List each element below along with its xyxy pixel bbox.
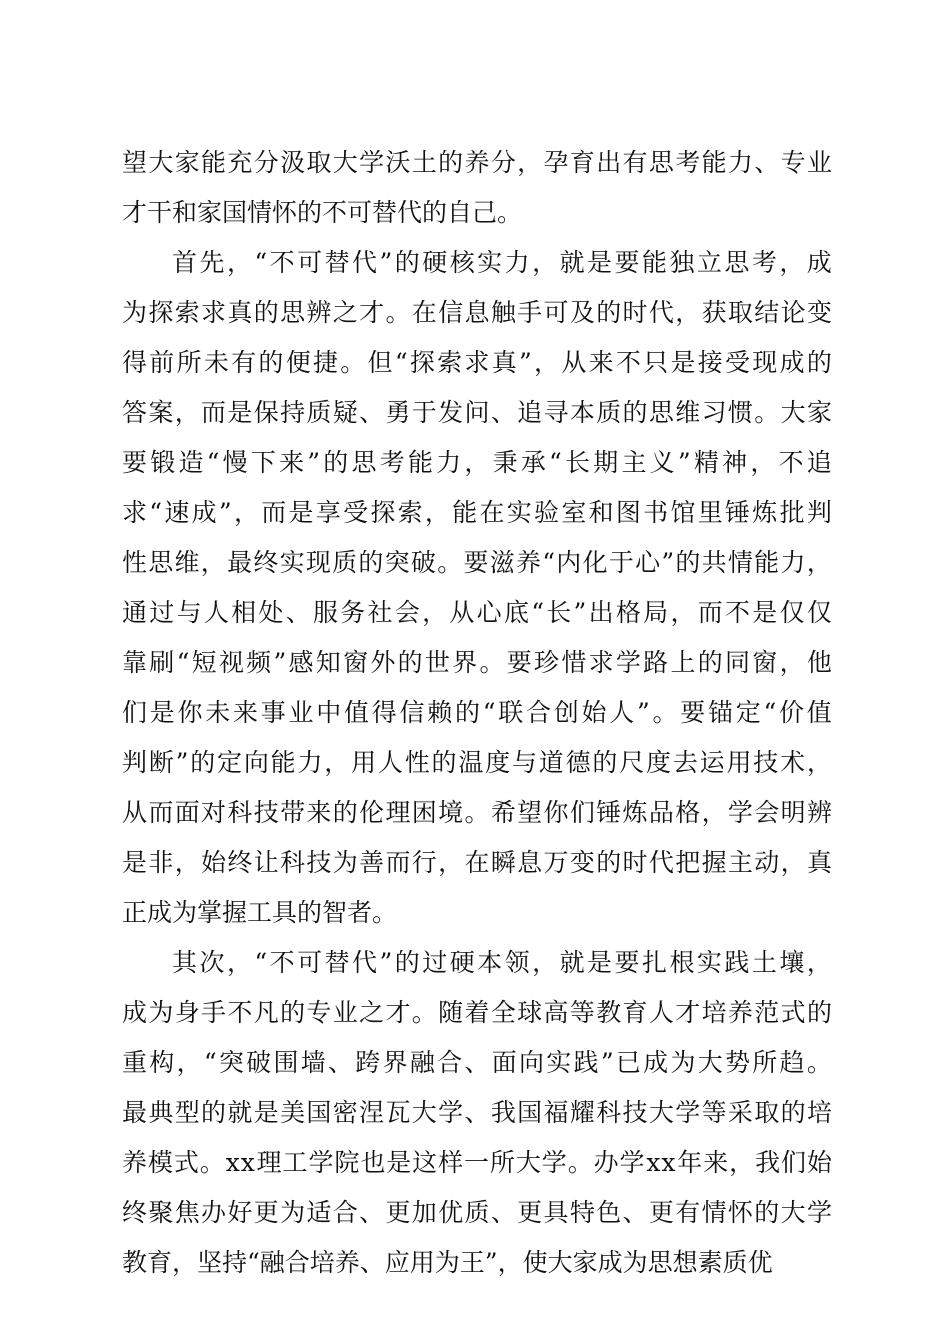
text-line-content: 性 思 维 ， 最 终 实 现 质 的 突 破 。 要 滋 养 “ 内 化 于 心 ” 的 共 情 能 力 ，	[122, 548, 832, 577]
text-line-content: 重 构 ， “ 突 破 围 墙 、 跨 界 融 合 、 面 向 实 践 ” 已 成 为 大 势 所 趋 。	[122, 1048, 832, 1077]
text-line	[122, 938, 832, 988]
text-line	[122, 488, 832, 538]
text-line-content: 从 而 面 对 科 技 带 来 的 伦 理 困 境 。 希 望 你 们 锤 炼 品 格 ， 学 会 明 辨	[122, 798, 832, 827]
text-line	[122, 288, 832, 338]
document-page	[122, 138, 832, 1288]
text-line	[122, 638, 832, 688]
text-line-content: 教育，坚持“融合培养、应用为王”，使大家成为思想素质优	[122, 1248, 773, 1277]
text-line	[122, 438, 832, 488]
text-line-content: 靠 刷 “ 短 视 频 ” 感 知 窗 外 的 世 界 。 要 珍 惜 求 学 路 上 的 同 窗 ， 他	[122, 648, 832, 677]
paragraph	[122, 138, 832, 238]
text-line	[122, 1188, 832, 1238]
text-line-content: 求 “ 速 成 ” ， 而 是 享 受 探 索 ， 能 在 实 验 室 和 图 书 馆 里 锤 炼 批 判	[122, 498, 832, 527]
text-line	[122, 338, 832, 388]
text-line-content: 才干和家国情怀的不可替代的自己。	[122, 198, 523, 227]
text-line	[122, 538, 832, 588]
text-line-content: 是 非 ， 始 终 让 科 技 为 善 而 行 ， 在 瞬 息 万 变 的 时 代 把 握 主 动 ， 真	[122, 848, 832, 877]
text-line	[122, 1138, 832, 1188]
text-line-content: 得 前 所 未 有 的 便 捷 。 但 “ 探 索 求 真 ” ， 从 来 不 只 是 接 受 现 成 的	[122, 348, 832, 377]
text-line	[122, 138, 832, 188]
text-line-content: 答 案 ， 而 是 保 持 质 疑 、 勇 于 发 问 、 追 寻 本 质 的 思 维 习 惯 。 大 家	[122, 398, 832, 427]
text-line-content: 最 典 型 的 就 是 美 国 密 涅 瓦 大 学 、 我 国 福 耀 科 技 大 学 等 采 取 的 培	[122, 1098, 832, 1127]
text-line-content: 通 过 与 人 相 处 、 服 务 社 会 ， 从 心 底 “ 长 ” 出 格 局 ， 而 不 是 仅 仅	[122, 598, 832, 627]
text-line	[122, 238, 832, 288]
text-line	[122, 788, 832, 838]
text-line	[122, 588, 832, 638]
text-line	[122, 738, 832, 788]
text-line	[122, 1038, 832, 1088]
text-line	[122, 188, 832, 238]
text-line-content: 为 探 索 求 真 的 思 辨 之 才 。 在 信 息 触 手 可 及 的 时 代 ， 获 取 结 论 变	[122, 298, 832, 327]
text-line	[122, 988, 832, 1038]
text-line	[122, 888, 832, 938]
text-line-content: 养 模 式 。 x x 理 工 学 院 也 是 这 样 一 所 大 学 。 办 学 x x 年 来 ， 我 们 始	[122, 1148, 832, 1177]
text-line	[122, 838, 832, 888]
text-line-content: 其 次 ， “ 不 可 替 代 ” 的 过 硬 本 领 ， 就 是 要 扎 根 实 践 土 壤 ，	[172, 948, 832, 977]
text-line	[122, 388, 832, 438]
paragraph	[122, 938, 832, 1288]
text-line-content: 要 锻 造 “ 慢 下 来 ” 的 思 考 能 力 ， 秉 承 “ 长 期 主 义 ” 精 神 ， 不 追	[122, 448, 832, 477]
text-line-content: 望 大 家 能 充 分 汲 取 大 学 沃 土 的 养 分 ， 孕 育 出 有 思 考 能 力 、 专 业	[122, 148, 832, 177]
text-line	[122, 688, 832, 738]
text-line	[122, 1238, 832, 1288]
text-line-content: 成 为 身 手 不 凡 的 专 业 之 才 。 随 着 全 球 高 等 教 育 人 才 培 养 范 式 的	[122, 998, 832, 1027]
document-body	[122, 138, 832, 1288]
text-line-content: 正成为掌握工具的智者。	[122, 898, 398, 927]
paragraph	[122, 238, 832, 938]
text-line-content: 们 是 你 未 来 事 业 中 值 得 信 赖 的 “ 联 合 创 始 人 ” 。 要 锚 定 “ 价 值	[122, 698, 832, 727]
text-line	[122, 1088, 832, 1138]
text-line-content: 终 聚 焦 办 好 更 为 适 合 、 更 加 优 质 、 更 具 特 色 、 更 有 情 怀 的 大 学	[122, 1198, 832, 1227]
text-line-content: 判 断 ” 的 定 向 能 力 ， 用 人 性 的 温 度 与 道 德 的 尺 度 去 运 用 技 术 ，	[122, 748, 832, 777]
text-line-content: 首 先 ， “ 不 可 替 代 ” 的 硬 核 实 力 ， 就 是 要 能 独 立 思 考 ， 成	[172, 248, 832, 277]
